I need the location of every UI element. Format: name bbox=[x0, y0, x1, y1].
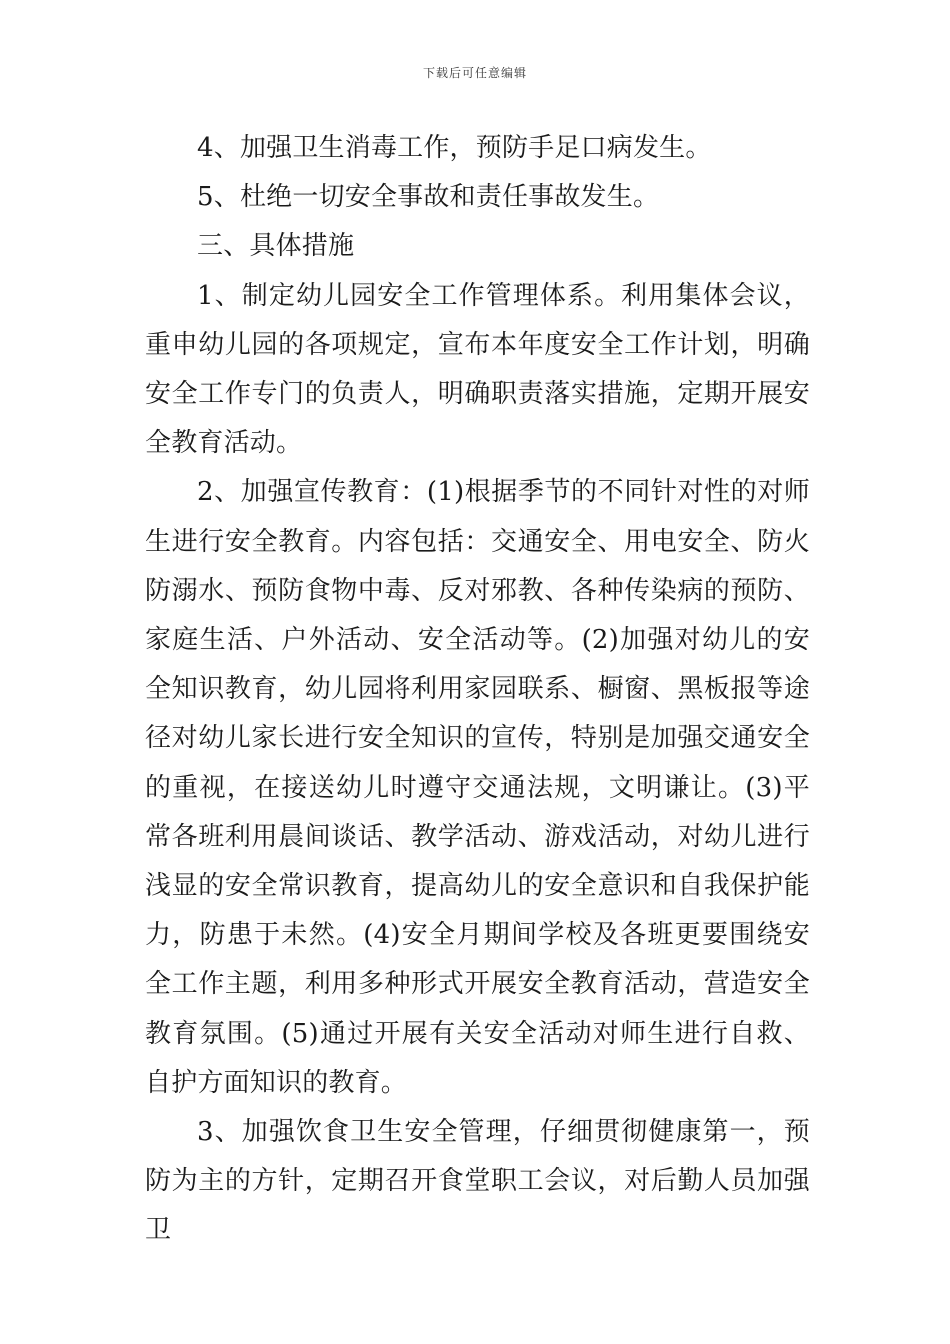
paragraph-measure-1: 1、制定幼儿园安全工作管理体系。利用集体会议，重申幼儿园的各项规定，宣布本年度安全工作计划，明确安全工作专门的负责人，明确职责落实措施，定期开展安全教育活动。 bbox=[145, 280, 810, 459]
paragraph-measure-2: 2、加强宣传教育：(1)根据季节的不同针对性的对师生进行安全教育。内容包括：交通安全、用电安全、防火防溺水、预防食物中毒、反对邪教、各种传染病的预防、家庭生活、户外活动、安全活动等。(2)加强对幼儿的安全知识教育，幼儿园将利用家园联系、橱窗、黑板报等途径对幼儿家长进行安全知识的宣传，特别是加强交通安全的重视，在接送幼儿时遵守交通法规，文明谦让。(3)平常各班利用晨间谈话、教学活动、游戏活动，对幼儿进行浅显的安全常识教育，提高幼儿的安全意识和自我保护能力，防患于未然。(4)安全月期间学校及各班更要围绕安全工作主题，利用多种形式开展安全教育活动，营造安全教育氛围。(5)通过开展有关安全活动对师生进行自救、自护方面知识的教育。 bbox=[145, 477, 810, 1098]
paragraph-item-5: 5、杜绝一切安全事故和责任事故发生。 bbox=[197, 182, 660, 213]
section-heading: 三、具体措施 bbox=[197, 231, 355, 262]
paragraph-item-4: 4、加强卫生消毒工作，预防手足口病发生。 bbox=[197, 133, 712, 163]
page-header: 下载后可任意编辑 bbox=[422, 66, 527, 80]
document-body bbox=[145, 124, 810, 1256]
paragraph-measure-3: 3、加强饮食卫生安全管理，仔细贯彻健康第一，预防为主的方针，定期召开食堂职工会议，对后勤人员加强卫 bbox=[145, 1117, 810, 1246]
